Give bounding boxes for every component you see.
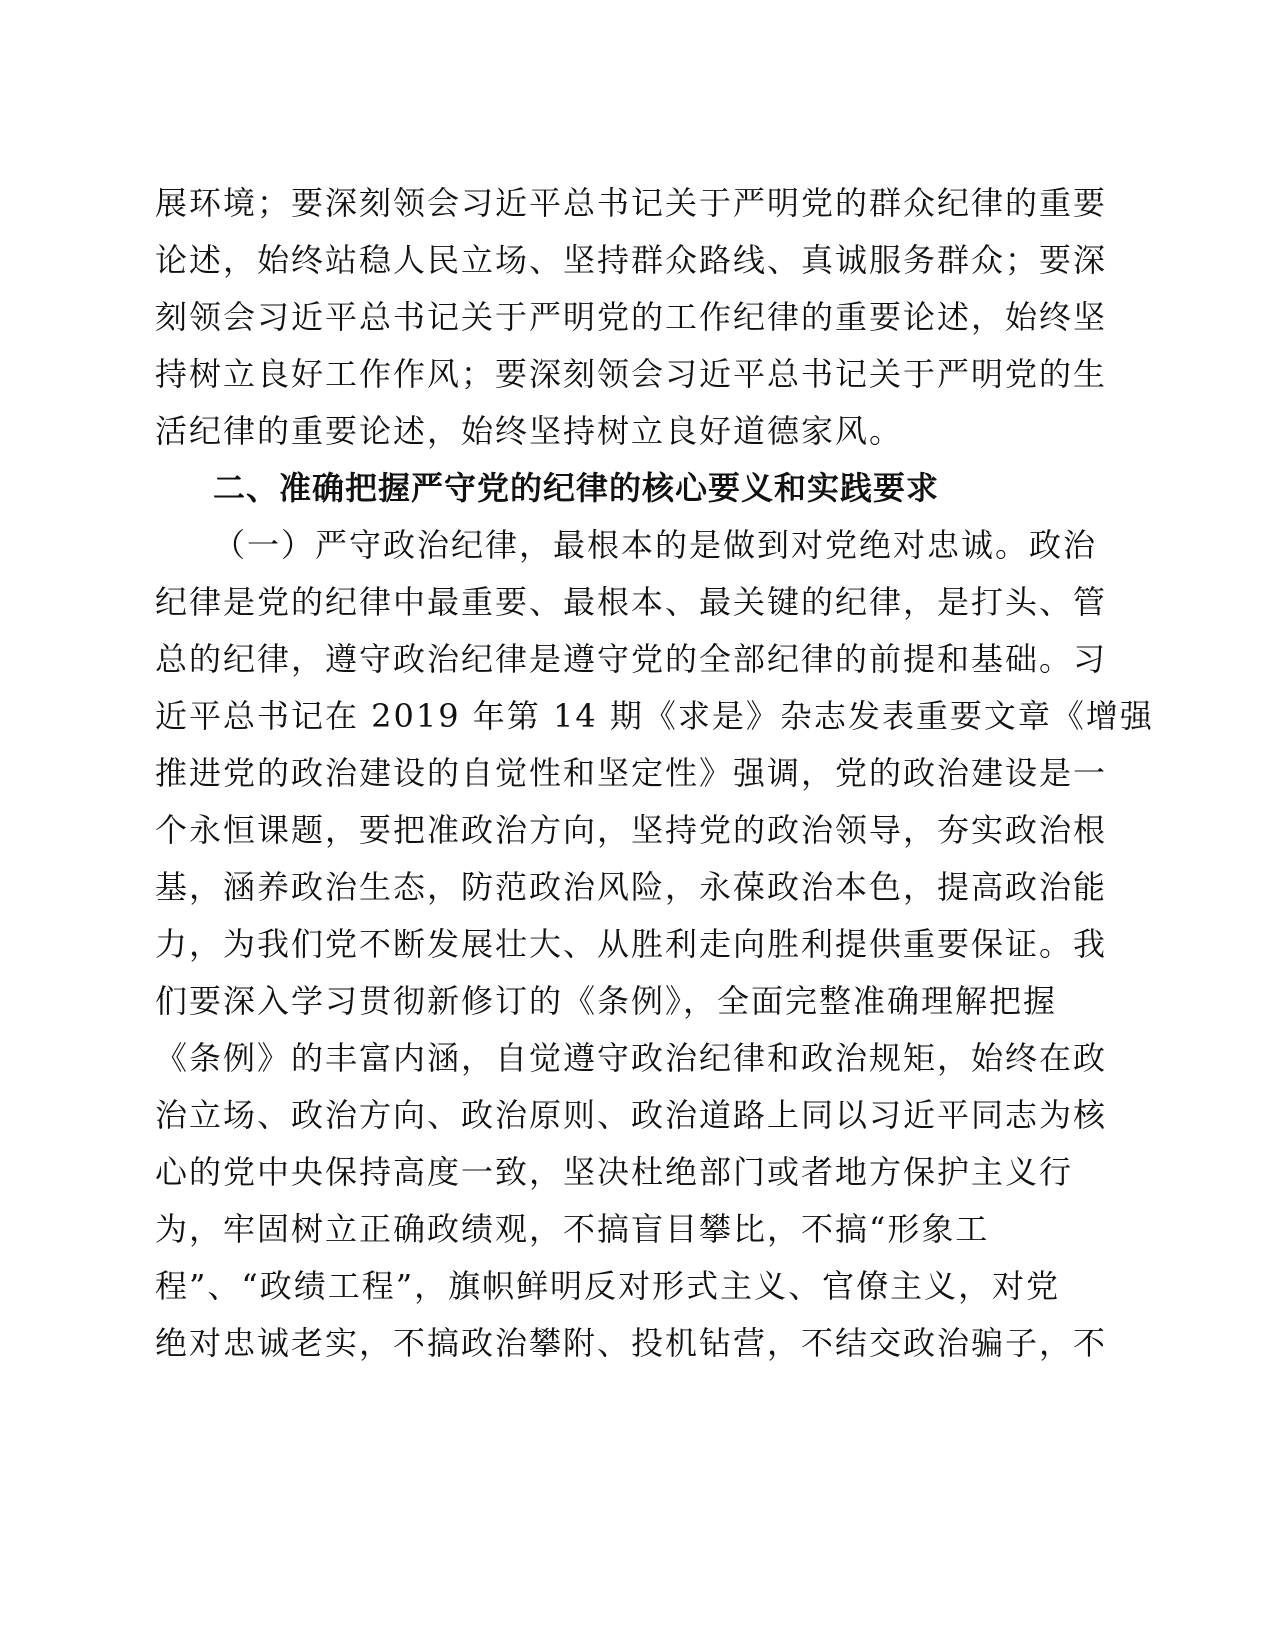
text-line: 论述，始终站稳人民立场、坚持群众路线、真诚服务群众；要深 <box>155 241 1108 279</box>
body-text <box>155 175 1154 1372</box>
text-line: 纪律是党的纪律中最重要、最根本、最关键的纪律，是打头、管 <box>155 583 1108 621</box>
text-line: 展环境；要深刻领会习近平总书记关于严明党的群众纪律的重要 <box>155 184 1108 222</box>
text-line: 绝对忠诚老实，不搞政治攀附、投机钻营，不结交政治骗子，不 <box>155 1324 1108 1362</box>
text-line: 们要深入学习贯彻新修订的《条例》，全面完整准确理解把握 <box>155 982 1058 1020</box>
text-line: 刻领会习近平总书记关于严明党的工作纪律的重要论述，始终坚 <box>155 298 1108 336</box>
text-line: 治立场、政治方向、政治原则、政治道路上同以习近平同志为核 <box>155 1096 1108 1134</box>
text-line: 为，牢固树立正确政绩观，不搞盲目攀比，不搞“形象工 <box>155 1210 990 1248</box>
text-line: 持树立良好工作作风；要深刻领会习近平总书记关于严明党的生 <box>155 355 1108 393</box>
text-line: 力，为我们党不断发展壮大、从胜利走向胜利提供重要保证。我 <box>155 925 1108 963</box>
text-line: 总的纪律，遵守政治纪律是遵守党的全部纪律的前提和基础。习 <box>155 640 1108 678</box>
text-line: 推进党的政治建设的自觉性和坚定性》强调，党的政治建设是一 <box>155 754 1108 792</box>
text-line: 心的党中央保持高度一致，坚决杜绝部门或者地方保护主义行 <box>155 1153 1074 1191</box>
text-line: 近平总书记在 2019 年第 14 期《求是》杂志发表重要文章《增强 <box>155 697 1154 735</box>
text-line: 《条例》的丰富内涵，自觉遵守政治纪律和政治规矩，始终在政 <box>155 1039 1108 1077</box>
subsection-lead-line: （一）严守政治纪律，最根本的是做到对党绝对忠诚。政治 <box>213 526 1098 564</box>
section-heading: 二、准确把握严守党的纪律的核心要义和实践要求 <box>213 469 940 507</box>
text-line: 活纪律的重要论述，始终坚持树立良好道德家风。 <box>155 412 904 450</box>
text-line: 基，涵养政治生态，防范政治风险，永葆政治本色，提高政治能 <box>155 868 1108 906</box>
text-line: 程”、“政绩工程”，旗帜鲜明反对形式主义、官僚主义，对党 <box>155 1267 1061 1305</box>
text-line: 个永恒课题，要把准政治方向，坚持党的政治领导，夯实政治根 <box>155 811 1108 849</box>
